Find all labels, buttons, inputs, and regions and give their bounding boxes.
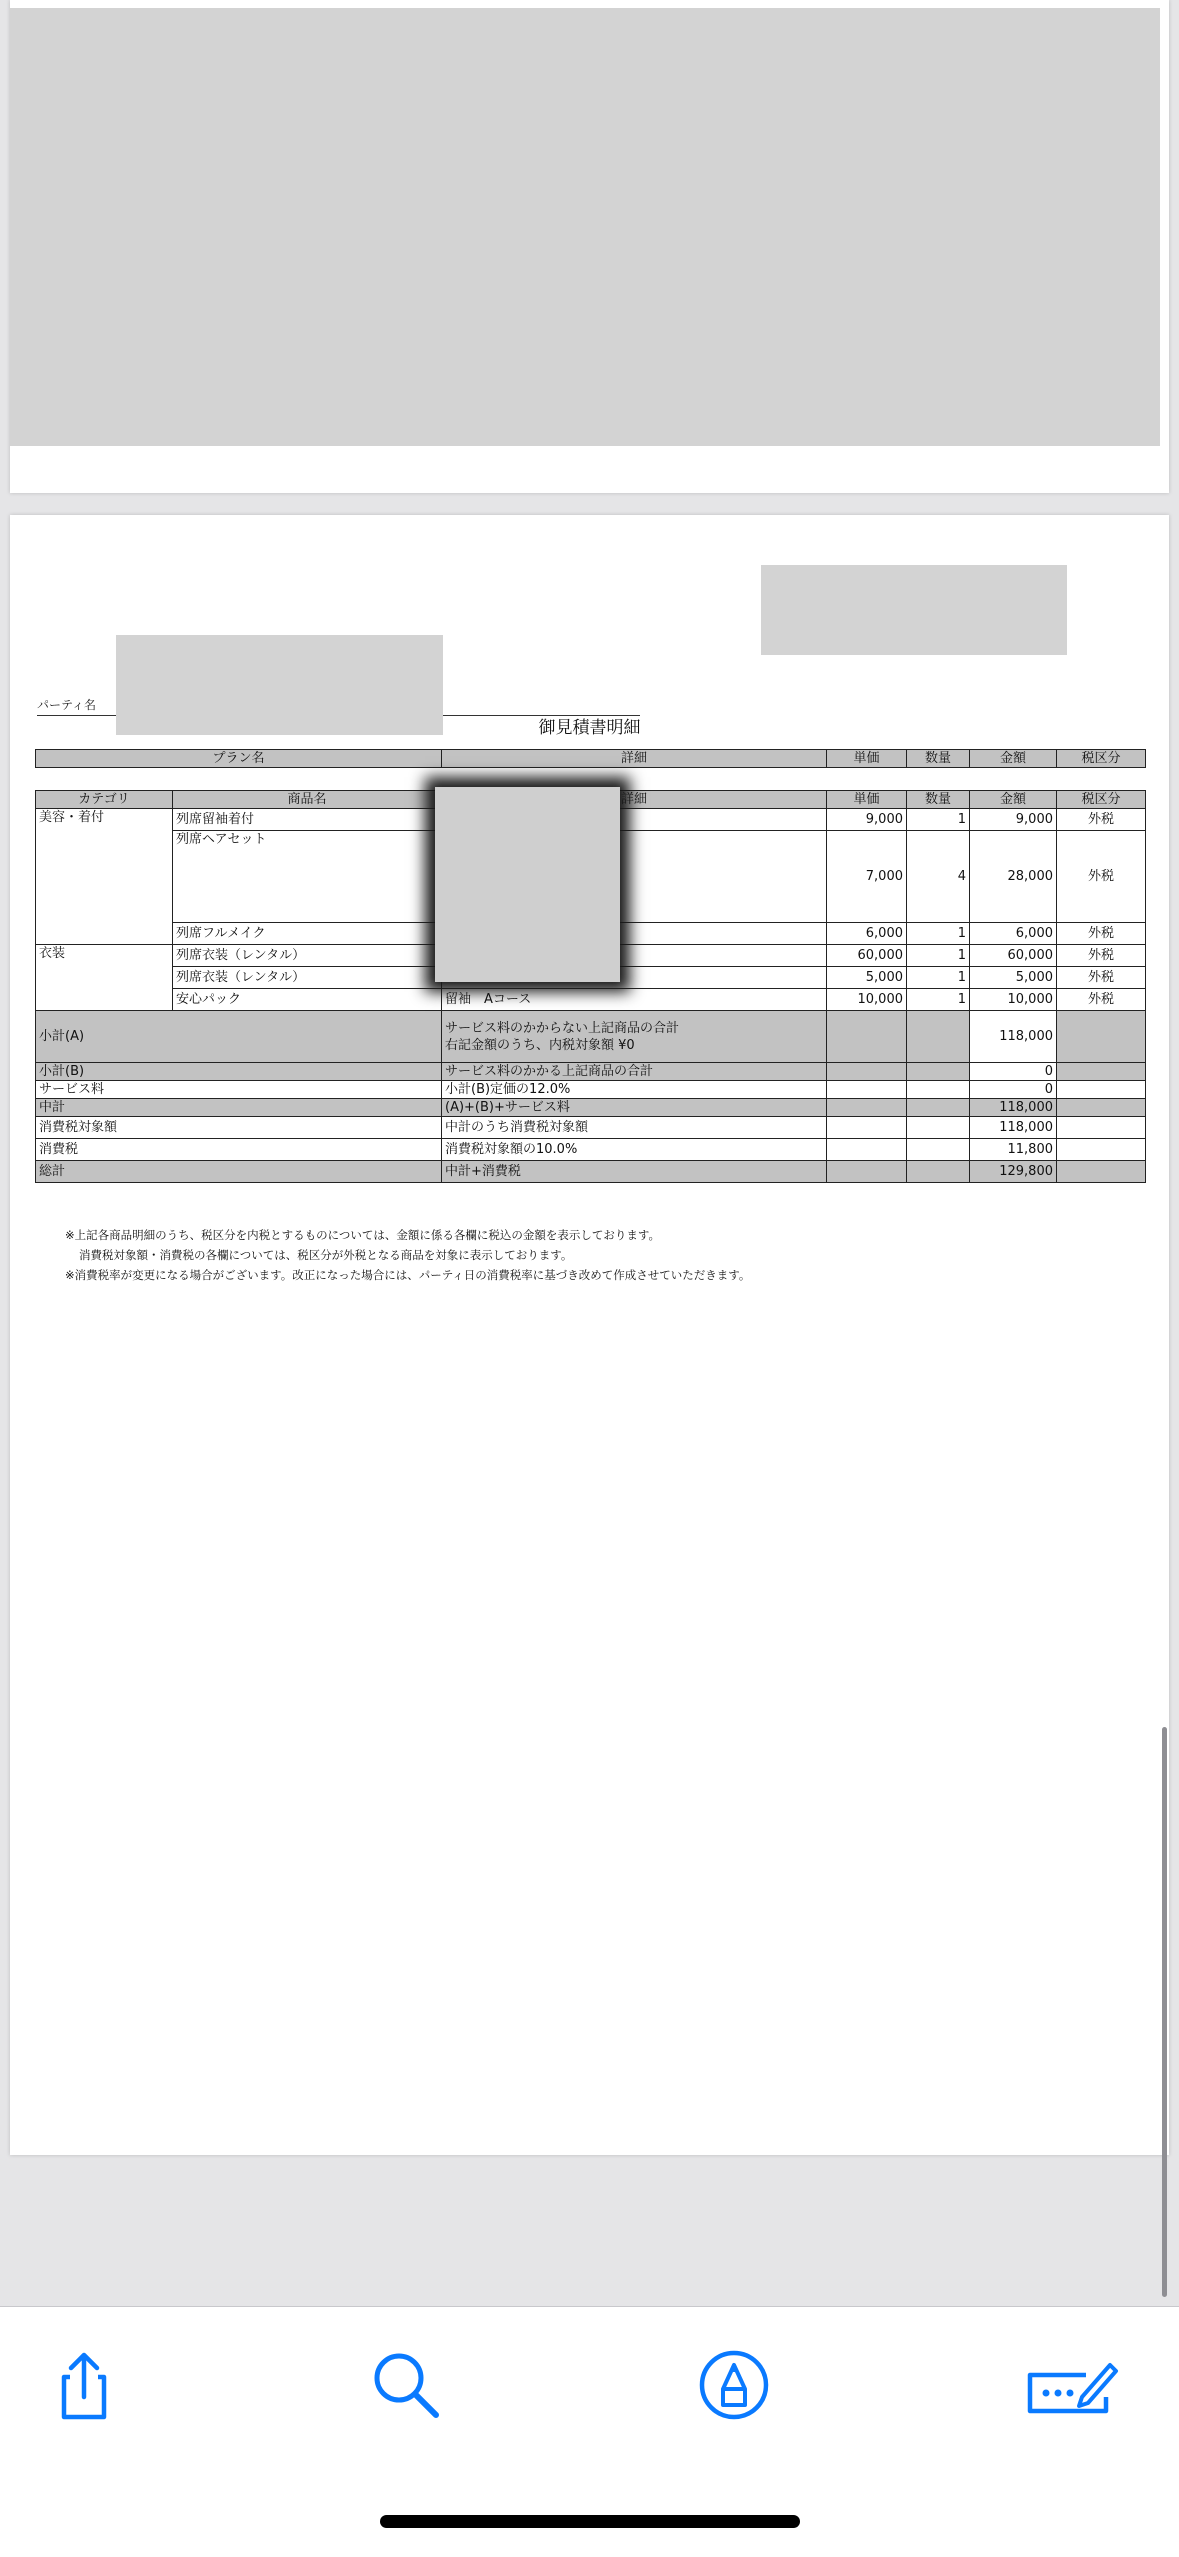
summary-label: 総計 (36, 1161, 442, 1183)
unit-price-cell: 9,000 (827, 809, 907, 831)
summary-row-service (36, 1081, 1146, 1099)
empty-cell (907, 1011, 970, 1063)
tax-type-cell: 外税 (1057, 831, 1146, 923)
product-cell: 列席ヘアセット (173, 831, 442, 923)
product-cell: 列席フルメイク (173, 923, 442, 945)
empty-cell (907, 1081, 970, 1099)
table-row (36, 989, 1146, 1011)
empty-cell (827, 1139, 907, 1161)
document-title: 御見積書明細 (538, 718, 641, 738)
summary-label: 消費税対象額 (36, 1117, 442, 1139)
summary-amount: 0 (970, 1063, 1057, 1081)
summary-detail: 中計のうち消費税対象額 (442, 1117, 827, 1139)
share-button[interactable] (44, 2345, 124, 2425)
markup-icon (694, 2345, 774, 2425)
column-header: プラン名 (36, 750, 442, 768)
column-header: 数量 (907, 750, 970, 768)
search-button[interactable] (366, 2345, 446, 2425)
summary-amount: 118,000 (970, 1011, 1057, 1063)
unit-price-cell: 60,000 (827, 945, 907, 967)
summary-label: 小計(B) (36, 1063, 442, 1081)
summary-detail: (A)+(B)+サービス料 (442, 1099, 827, 1117)
quantity-cell: 1 (907, 923, 970, 945)
amount-cell: 6,000 (970, 923, 1057, 945)
column-header: 金額 (970, 750, 1057, 768)
empty-cell (1057, 1117, 1146, 1139)
amount-cell: 5,000 (970, 967, 1057, 989)
summary-detail (442, 1011, 827, 1063)
empty-cell (827, 1063, 907, 1081)
previous-page (10, 0, 1169, 493)
summary-row-midtotal (36, 1099, 1146, 1117)
summary-detail-line: サービス料のかからない上記商品の合計 (445, 1020, 680, 1036)
summary-row-subtotal-a (36, 1011, 1146, 1063)
party-name-label: パーティ名 (37, 698, 97, 712)
column-header: 税区分 (1057, 791, 1146, 809)
share-icon (44, 2345, 124, 2425)
column-header: 金額 (970, 791, 1057, 809)
column-header: 税区分 (1057, 750, 1146, 768)
column-header: 詳細 (442, 791, 827, 809)
redacted-area (10, 8, 1160, 446)
amount-cell: 28,000 (970, 831, 1057, 923)
empty-cell (827, 1117, 907, 1139)
column-header: 商品名 (173, 791, 442, 809)
summary-label: 中計 (36, 1099, 442, 1117)
footnote: ※上記各商品明細のうち、税区分を内税とするものについては、金額に係る各欄に税込の金額を表示しております。 (65, 1228, 660, 1242)
product-cell: 列席衣装（レンタル） (173, 967, 442, 989)
summary-label: 消費税 (36, 1139, 442, 1161)
plan-table (35, 749, 1146, 768)
unit-price-cell: 5,000 (827, 967, 907, 989)
product-cell: 安心パック (173, 989, 442, 1011)
redacted-area (435, 787, 620, 982)
tax-type-cell: 外税 (1057, 989, 1146, 1011)
empty-cell (1057, 1081, 1146, 1099)
document-page (10, 515, 1169, 2155)
tax-type-cell: 外税 (1057, 967, 1146, 989)
amount-cell: 10,000 (970, 989, 1057, 1011)
empty-cell (907, 1117, 970, 1139)
column-header: 詳細 (442, 750, 827, 768)
column-header: カテゴリ (36, 791, 173, 809)
column-header: 単価 (827, 750, 907, 768)
summary-detail: 中計+消費税 (442, 1161, 827, 1183)
summary-detail: 小計(B)定価の12.0% (442, 1081, 827, 1099)
category-cell: 衣装 (36, 945, 173, 1011)
empty-cell (827, 1081, 907, 1099)
empty-cell (827, 1161, 907, 1183)
signature-button[interactable] (1022, 2345, 1122, 2425)
summary-label: 小計(A) (36, 1011, 442, 1063)
unit-price-cell: 6,000 (827, 923, 907, 945)
summary-amount: 0 (970, 1081, 1057, 1099)
empty-cell (1057, 1161, 1146, 1183)
tax-type-cell: 外税 (1057, 809, 1146, 831)
home-indicator[interactable] (380, 2515, 800, 2528)
empty-cell (827, 1099, 907, 1117)
footnote: ※消費税率が変更になる場合がございます。改正になった場合には、パーティ日の消費税率に基づき改めて作成させていただきます。 (65, 1268, 751, 1282)
column-header: 数量 (907, 791, 970, 809)
summary-detail: サービス料のかかる上記商品の合計 (442, 1063, 827, 1081)
footnotes (65, 1225, 750, 1285)
summary-amount: 118,000 (970, 1117, 1057, 1139)
unit-price-cell: 10,000 (827, 989, 907, 1011)
summary-amount: 118,000 (970, 1099, 1057, 1117)
product-cell: 列席留袖着付 (173, 809, 442, 831)
tax-type-cell: 外税 (1057, 945, 1146, 967)
unit-price-cell: 7,000 (827, 831, 907, 923)
empty-cell (827, 1011, 907, 1063)
summary-row-tax (36, 1139, 1146, 1161)
empty-cell (907, 1099, 970, 1117)
detail-cell: 留袖 Aコース (442, 989, 827, 1011)
product-cell: 列席衣装（レンタル） (173, 945, 442, 967)
summary-detail-line: 右記金額のうち、内税対象額 ¥0 (445, 1037, 635, 1053)
markup-button[interactable] (694, 2345, 774, 2425)
quantity-cell: 1 (907, 989, 970, 1011)
search-icon (366, 2345, 446, 2425)
empty-cell (1057, 1063, 1146, 1081)
summary-detail: 消費税対象額の10.0% (442, 1139, 827, 1161)
scroll-indicator[interactable] (1162, 1727, 1167, 2297)
tax-type-cell: 外税 (1057, 923, 1146, 945)
footnote: 消費税対象額・消費税の各欄については、税区分が外税となる商品を対象に表示しております。 (79, 1248, 573, 1262)
category-cell: 美容・着付 (36, 809, 173, 945)
empty-cell (907, 1063, 970, 1081)
column-header: 単価 (827, 791, 907, 809)
table-header-row (36, 750, 1146, 768)
empty-cell (907, 1139, 970, 1161)
summary-amount: 129,800 (970, 1161, 1057, 1183)
empty-cell (1057, 1011, 1146, 1063)
empty-cell (1057, 1099, 1146, 1117)
quantity-cell: 1 (907, 809, 970, 831)
summary-row-subtotal-b (36, 1063, 1146, 1081)
summary-row-total (36, 1161, 1146, 1183)
empty-cell (907, 1161, 970, 1183)
empty-cell (1057, 1139, 1146, 1161)
redacted-area (761, 565, 1067, 655)
quantity-cell: 4 (907, 831, 970, 923)
amount-cell: 60,000 (970, 945, 1057, 967)
signature-icon (1022, 2345, 1122, 2425)
quantity-cell: 1 (907, 967, 970, 989)
summary-label: サービス料 (36, 1081, 442, 1099)
amount-cell: 9,000 (970, 809, 1057, 831)
quantity-cell: 1 (907, 945, 970, 967)
summary-amount: 11,800 (970, 1139, 1057, 1161)
summary-row-taxable (36, 1117, 1146, 1139)
